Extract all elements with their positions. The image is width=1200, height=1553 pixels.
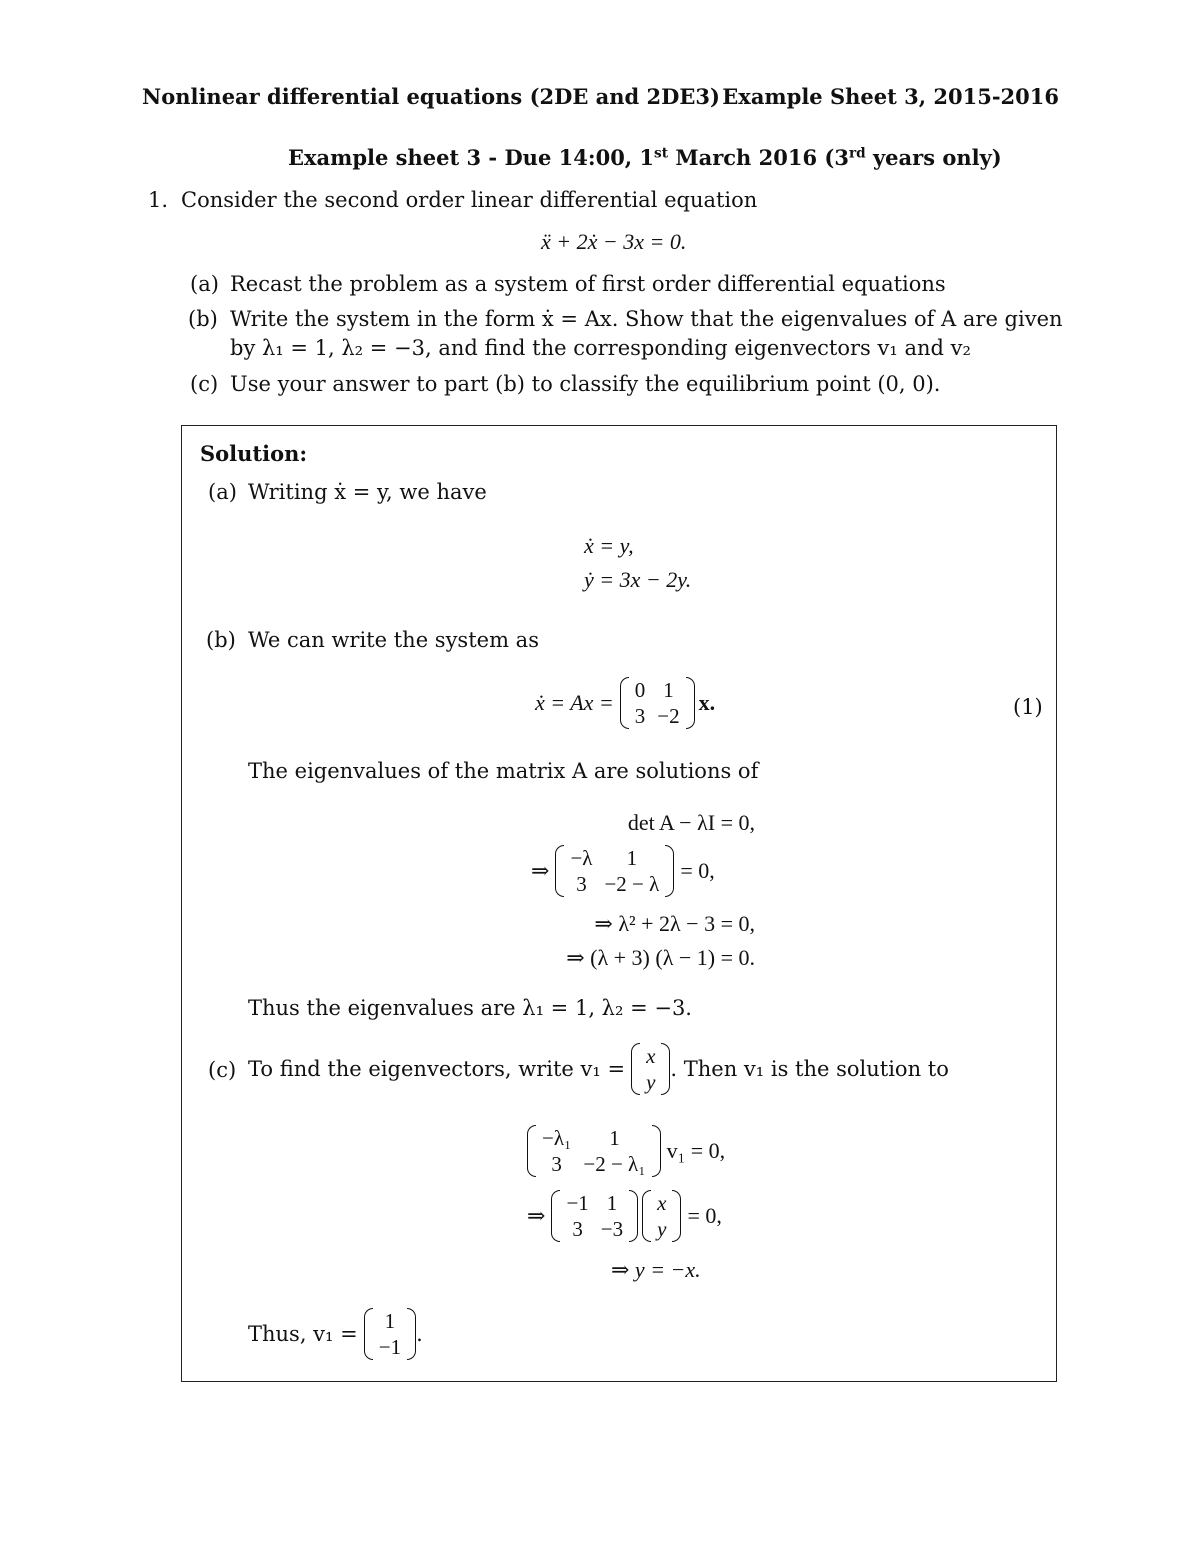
solution-c-eq3: ⇒ y = −x. [611,1257,701,1282]
vector-v1-components: x y [631,1043,670,1095]
solution-b-conclusion: Thus the eigenvalues are λ₁ = 1, λ₂ = −3. [248,996,692,1020]
solution-a-eq1: ẋ = y, [584,533,634,558]
matrix-A-minus-lambda1: −λ₁ 1 3 −2 − λ₁ [527,1125,661,1177]
vector-v1-result: 1 −1 [364,1308,416,1360]
page-title: Example sheet 3 - Due 14:00, 1st March 2016 (3rd years only) [288,145,1002,170]
solution-a-label: (a) [208,480,237,504]
header-sheet-label: Example Sheet 3, 2015-2016 [722,84,1059,109]
solution-c-final: Thus, v₁ = 1 −1 . [248,1309,423,1359]
part-c-label: (c) [190,372,219,396]
solution-c-text: To find the eigenvectors, write v₁ = x y . Then v₁ is the solution to [248,1044,949,1094]
solution-b-eig-text: The eigenvalues of the matrix A are solutions of [248,759,759,783]
solution-a-eq2: ẏ = 3x − 2y. [584,567,692,592]
question-equation: ẍ + 2ẋ − 3x = 0. [541,229,687,254]
part-b-label: (b) [188,307,218,331]
solution-b-label: (b) [206,628,236,652]
question-text: Consider the second order linear differential equation [181,188,758,212]
question-number: 1. [148,188,169,212]
solution-b-det: det A − λI = 0, [627,810,755,835]
solution-b-equation: ẋ = Ax = 0 1 3 −2 x. [535,678,716,728]
part-b-text-line1: Write the system in the form ẋ = Ax. Show that the eigenvalues of A are given [230,307,1063,331]
part-b-text-line2: by λ₁ = 1, λ₂ = −3, and find the corresponding eigenvectors v₁ and v₂ [230,336,971,360]
solution-b-det-matrix: ⇒ −λ 1 3 −2 − λ = 0, [531,846,715,896]
solution-heading: Solution: [200,441,308,466]
matrix-A: 0 1 3 −2 [620,677,695,729]
part-a-text: Recast the problem as a system of first order differential equations [230,272,946,296]
header-course-title: Nonlinear differential equations (2DE and 2DE3) [142,84,720,109]
equation-number: (1) [1013,695,1043,719]
matrix-numeric: −1 1 3 −3 [551,1190,638,1242]
solution-a-text: Writing ẋ = y, we have [248,480,487,504]
solution-b-factored: ⇒ (λ + 3) (λ − 1) = 0. [566,945,755,970]
solution-b-characteristic: ⇒ λ² + 2λ − 3 = 0, [594,911,755,936]
vector-xy: x y [642,1190,681,1242]
solution-c-label: (c) [208,1058,237,1082]
part-a-label: (a) [190,272,219,296]
solution-c-eq2: ⇒ −1 1 3 −3 x y = 0, [527,1191,722,1241]
matrix-A-minus-lambda: −λ 1 3 −2 − λ [555,845,674,897]
solution-b-text: We can write the system as [248,628,539,652]
solution-c-eq1: −λ₁ 1 3 −2 − λ₁ v₁ = 0, [527,1125,725,1177]
part-c-text: Use your answer to part (b) to classify the equilibrium point (0, 0). [230,372,941,396]
